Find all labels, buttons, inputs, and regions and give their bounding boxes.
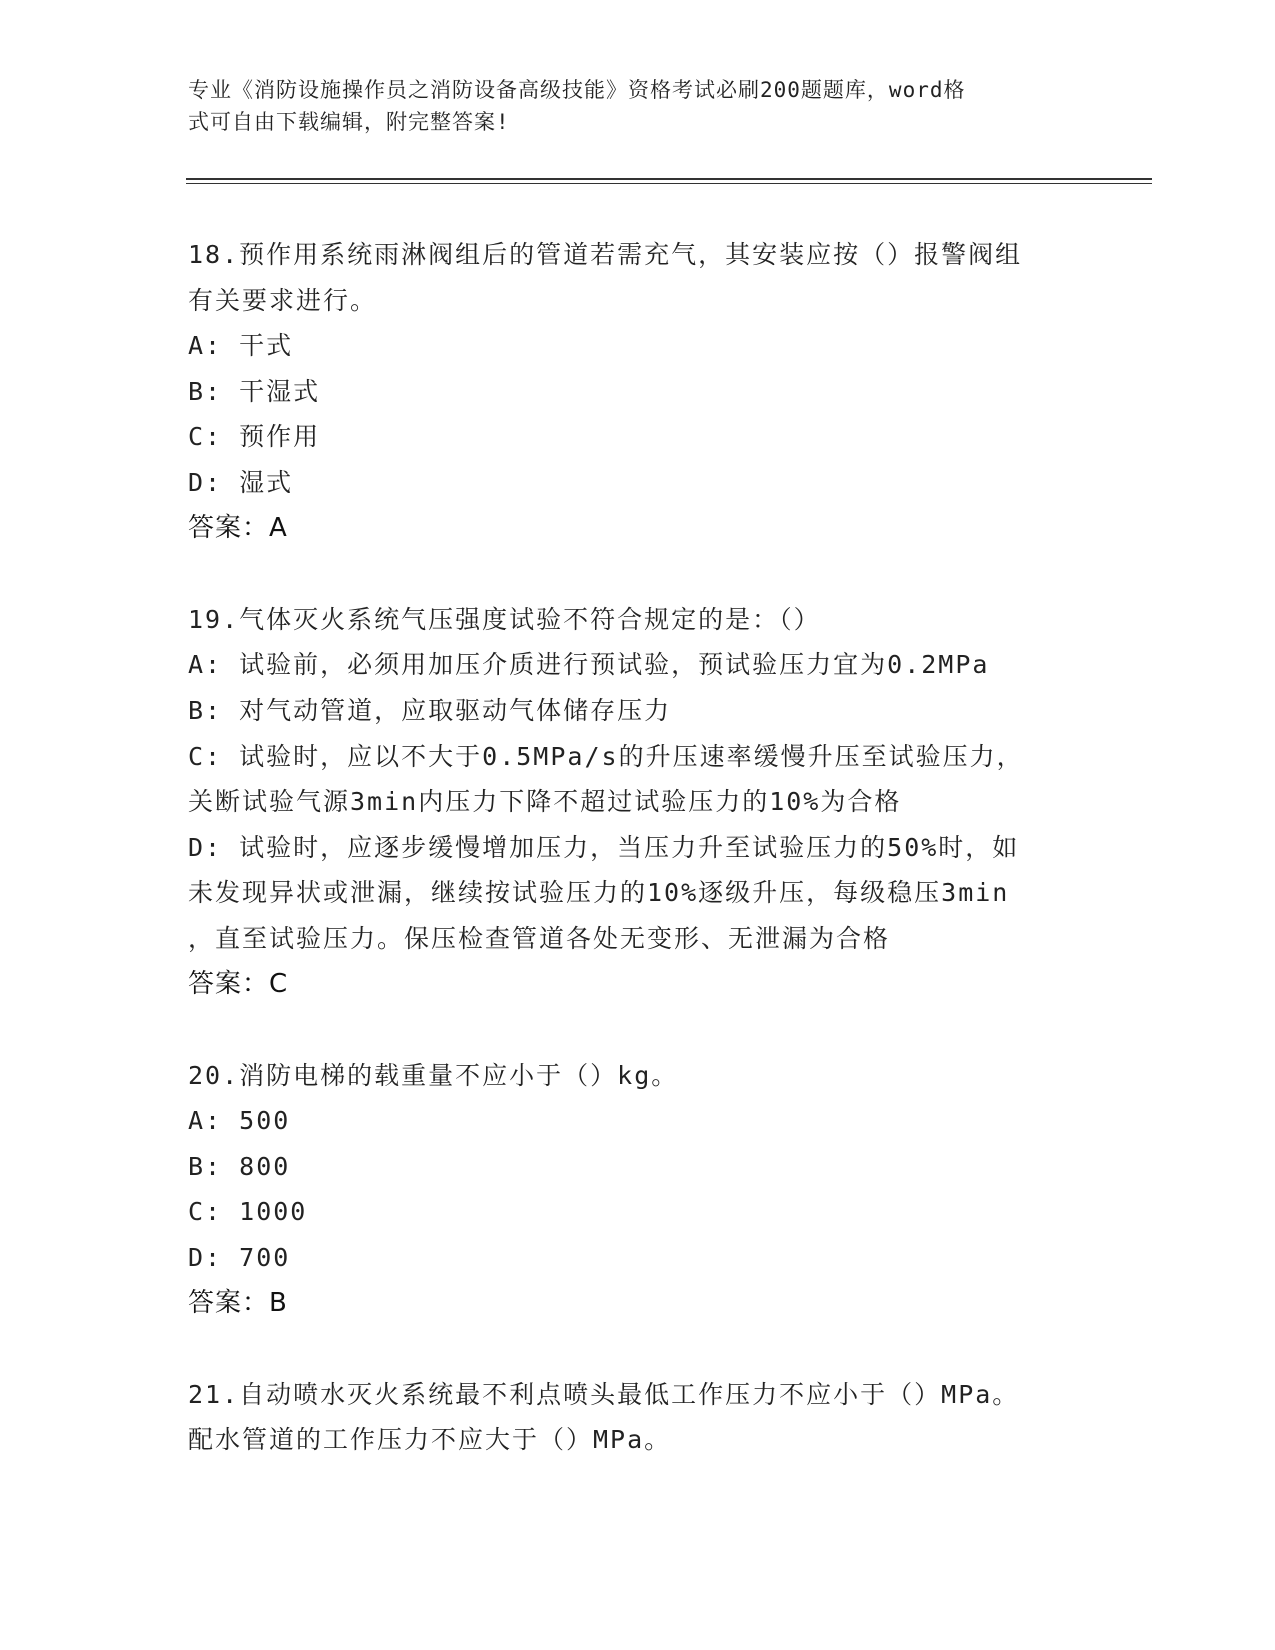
document-header <box>188 74 1088 138</box>
answer-label: 答案：C <box>188 968 289 999</box>
header-divider <box>186 178 1152 180</box>
option-b: B: 800 <box>188 1151 291 1181</box>
option-b: B: 干湿式 <box>188 376 321 406</box>
option-c: C: 预作用 <box>188 422 321 452</box>
option-a: A: 试验前，必须用加压介质进行预试验，预试验压力宜为0.2MPa <box>188 650 990 680</box>
question-stem: 21.自动喷水灭火系统最不利点喷头最低工作压力不应小于（）MPa。 <box>188 1379 1020 1409</box>
header-line: 专业《消防设施操作员之消防设备高级技能》资格考试必刷200题题库，word格 <box>188 78 966 102</box>
header-line: 式可自由下载编辑，附完整答案! <box>188 110 510 134</box>
option-d-continued: 未发现异状或泄漏，继续按试验压力的10%逐级升压，每级稳压3min <box>188 878 1010 908</box>
option-c: C: 1000 <box>188 1197 308 1227</box>
question-18 <box>188 232 1088 551</box>
question-stem: 20.消防电梯的载重量不应小于（）kg。 <box>188 1060 679 1090</box>
answer-label: 答案：A <box>188 512 288 543</box>
question-stem: 18.预作用系统雨淋阀组后的管道若需充气，其安装应按（）报警阀组 <box>188 240 1023 269</box>
option-b: B: 对气动管道，应取驱动气体储存压力 <box>188 695 672 725</box>
question-stem: 配水管道的工作压力不应大于（）MPa。 <box>188 1425 672 1455</box>
header-divider-thin <box>186 183 1152 184</box>
option-a: A: 干式 <box>188 331 294 361</box>
option-d: D: 湿式 <box>188 467 294 497</box>
option-a: A: 500 <box>188 1106 291 1136</box>
answer-label: 答案：B <box>188 1287 288 1318</box>
question-21 <box>188 1372 1088 1463</box>
option-c: C: 试验时，应以不大于0.5MPa/s的升压速率缓慢升压至试验压力， <box>188 741 1024 771</box>
question-stem: 有关要求进行。 <box>188 285 378 315</box>
question-stem: 19.气体灭火系统气压强度试验不符合规定的是：（） <box>188 604 821 634</box>
option-d-continued: ，直至试验压力。保压检查管道各处无变形、无泄漏为合格 <box>188 923 891 953</box>
question-19 <box>188 597 1088 1007</box>
question-20 <box>188 1053 1088 1327</box>
option-d: D: 700 <box>188 1243 291 1273</box>
option-c-continued: 关断试验气源3min内压力下降不超过试验压力的10%为合格 <box>188 787 902 817</box>
option-d: D: 试验时，应逐步缓慢增加压力，当压力升至试验压力的50%时，如 <box>188 832 1020 862</box>
question-list <box>188 232 1088 1463</box>
